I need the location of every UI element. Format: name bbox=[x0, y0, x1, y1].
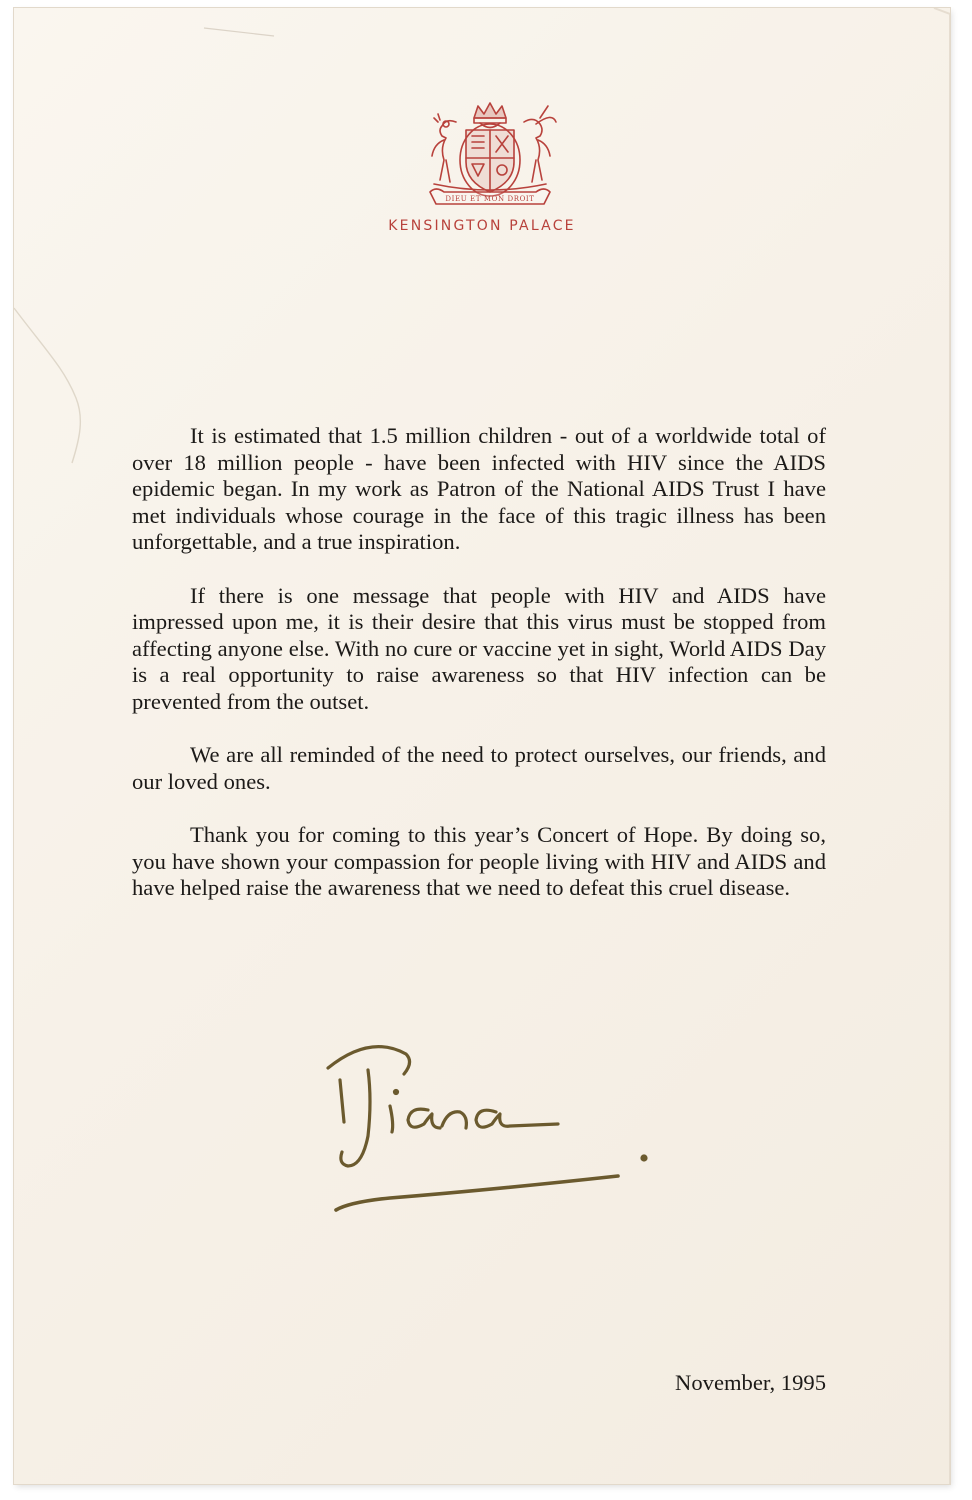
crest-motto: DIEU ET MON DROIT bbox=[445, 195, 535, 203]
letter-date: November, 1995 bbox=[675, 1370, 826, 1395]
paragraph-1: It is estimated that 1.5 million children - out of a worldwide total of over 18 million people - have been infected with HIV since the AIDS epidemic began. In my work as Patron of the National AIDS Trust I have met individuals whose courage in the face of this tragic illness has been unforgettable, and a true inspiration. bbox=[132, 423, 826, 554]
paragraph-2: If there is one message that people with HIV and AIDS have impressed upon me, it is their desire that this virus must be stopped from affecting anyone else. With no cure or vaccine yet in sight, World AIDS Day is a real opportunity to raise awareness so that HIV infection can be prevented from the outset. bbox=[132, 582, 826, 714]
paragraph-3: We are all reminded of the need to protect ourselves, our friends, and our loved ones. bbox=[132, 742, 826, 794]
letter-sheet bbox=[14, 8, 950, 1484]
letter-body bbox=[132, 423, 826, 929]
royal-coat-of-arms-icon bbox=[416, 100, 564, 208]
letterhead-title: KENSINGTON PALACE bbox=[388, 218, 576, 234]
paragraph-4: Thank you for coming to this year’s Concert of Hope. By doing so, you have shown your compassion for people living with HIV and AIDS and have helped raise the awareness that we need to defeat this cruel disease. bbox=[132, 822, 826, 900]
handwritten-signature bbox=[310, 1040, 670, 1240]
